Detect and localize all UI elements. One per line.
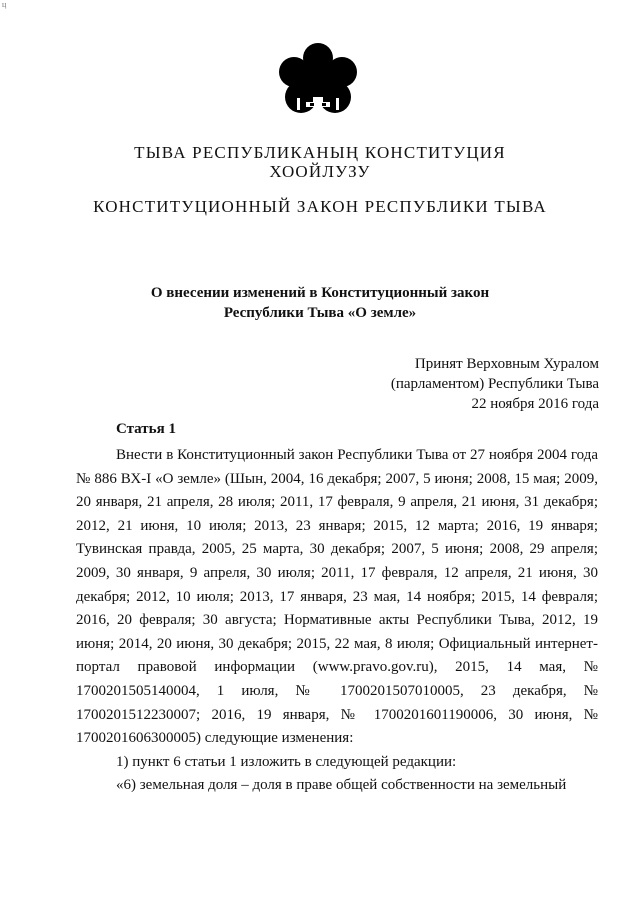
adoption-line2: (парламентом) Республики Тыва [390,376,599,392]
law-title-line2: Республики Тыва «О земле» [223,305,417,321]
header-russian-line: КОНСТИТУЦИОННЫЙ ЗАКОН РЕСПУБЛИКИ ТЫВА [93,197,547,216]
adoption-date: 22 ноября 2016 года [471,396,599,412]
paragraph-item-6: «6) земельная доля – доля в праве общей собственности на земельный [116,777,567,794]
paragraph-item-1: 1) пункт 6 статьи 1 изложить в следующей редакции: [116,753,457,770]
header-tuvan-line1: ТЫВА РЕСПУБЛИКАНЫҢ КОНСТИТУЦИЯ [134,143,506,162]
tuva-emblem-icon [268,42,368,122]
header-tuvan-line2: ХООЙЛУЗУ [269,162,371,181]
paragraph-amendment-intro: Внести в Конституционный закон Республики Тыва от 27 ноября 2004 года № 886 ВХ-I «О земле» (Шын, 2004, 16 декабря; 2007, 5 июня; 2008, 15 мая; 2009, 20 января, 21 апреля, 28 июля; 2011, 17 февраля, 9 апреля, 21 июня, 31 декабря; 2012, 21 июня, 10 июля; 2013, 23 января; 2015, 12 марта; 2016, 19 января; Тувинская правда, 2005, 25 марта, 30 декабря; 2007, 5 июня; 2008, 29 апреля; 2009, 30 января, 9 апреля, 30 июля; 2011, 17 февраля, 12 апреля, 21 июня, 30 декабря; 2012, 10 июля; 2013, 17 января, 23 мая, 14 ноября; 2015, 14 февраля; 2016, 20 февраля; 30 августа; Нормативные акты Республики Тыва, 2012, 19 июня; 2014, 20 июня, 30 декабря; 2015, 22 мая, 8 июля; Официальный интернет-портал правовой информации (www.pravo.gov.ru), 2015, 14 мая, № 1700201505140004, 1 июля, № 1700201507010005, 23 декабря, № 1700201512230007; 2016, 19 января, № 1700201601190006, 30 июня, № 1700201606300005) следующие изменения: [76,447,598,747]
adoption-line1: Принят Верховным Хуралом [414,356,599,372]
corner-mark: ц [2,0,7,9]
law-title-line1: О внесении изменений в Конституционный закон [150,285,490,301]
body-text [76,444,598,798]
article-heading: Статья 1 [116,421,176,437]
adoption-block [391,354,599,414]
